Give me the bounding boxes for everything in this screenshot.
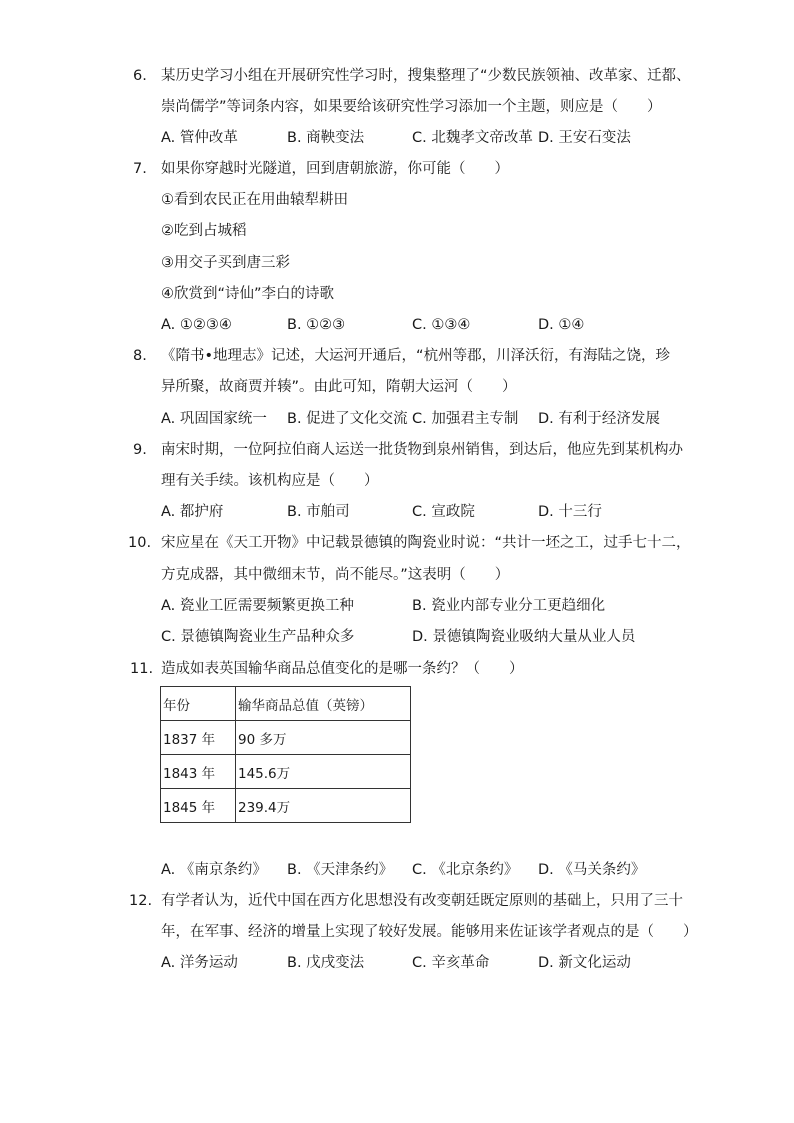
question-text-line: 某历史学习小组在开展研究性学习时，搜集整理了“少数民族领袖、改革家、迁都、 xyxy=(161,68,691,84)
option-c: C. 景德镇陶瓷业生产品种众多 xyxy=(161,629,355,645)
option-a: A. 洋务运动 xyxy=(161,955,238,971)
option-c: C. ①③④ xyxy=(412,317,471,333)
question-text-line: 有学者认为，近代中国在西方化思想没有改变朝廷既定原则的基础上，只用了三十 xyxy=(161,893,683,909)
option-a: A. 巩固国家统一 xyxy=(161,411,267,427)
option-a: A. 都护府 xyxy=(161,504,224,520)
question-text-line: 宋应星在《天工开物》中记载景德镇的陶瓷业时说：“共计一坯之工，过手七十二， xyxy=(161,535,691,551)
question-text-line: 如果你穿越时光隧道，回到唐朝旅游，你可能（ ） xyxy=(161,161,509,177)
option-d: D. 十三行 xyxy=(538,504,602,520)
option-d: D. ①④ xyxy=(538,317,585,333)
question-text-line: 方克成器，其中微细末节，尚不能尽。”这表明（ ） xyxy=(161,567,510,583)
statement-1: ①看到农民正在用曲辕犁耕田 xyxy=(161,192,348,208)
question-text-line: 《隋书•地理志》记述，大运河开通后，“杭州等郡，川泽沃衍，有海陆之饶，珍 xyxy=(161,348,671,364)
table-row xyxy=(161,755,411,789)
statement-2: ②吃到占城稻 xyxy=(161,223,247,239)
option-a: A. 管仲改革 xyxy=(161,130,238,146)
option-b: B. 促进了文化交流 xyxy=(287,411,408,427)
option-c: C. 宣政院 xyxy=(412,504,475,520)
option-b: B. 商鞅变法 xyxy=(287,130,365,146)
option-b: B. 戊戌变法 xyxy=(287,955,365,971)
option-d: D. 王安石变法 xyxy=(538,130,631,146)
question-number: 11. xyxy=(130,661,154,677)
table-row xyxy=(161,721,411,755)
table-header-cell: 年份 xyxy=(161,687,236,721)
question-text-line: 造成如表英国输华商品总值变化的是哪一条约？（ ） xyxy=(161,661,524,677)
question-text-line: 南宋时期，一位阿拉伯商人运送一批货物到泉州销售，到达后，他应先到某机构办 xyxy=(161,442,683,458)
question-number: 8. xyxy=(133,348,147,364)
question-number: 10. xyxy=(128,535,152,551)
option-d: D. 新文化运动 xyxy=(538,955,631,971)
question-number: 9. xyxy=(133,442,147,458)
option-b: B. 市舶司 xyxy=(287,504,350,520)
question-text-line: 异所聚，故商贾并辏”。由此可知，隋朝大运河（ ） xyxy=(161,379,517,395)
trade-value-table xyxy=(160,686,411,823)
question-number: 12. xyxy=(129,893,153,909)
question-number: 6. xyxy=(133,68,147,84)
table-cell: 90 多万 xyxy=(236,721,411,755)
table-header-cell: 输华商品总值（英镑） xyxy=(236,687,411,721)
option-a: A. ①②③④ xyxy=(161,317,232,333)
option-b: B. ①②③ xyxy=(287,317,346,333)
option-b: B. 《天津条约》 xyxy=(287,862,394,878)
statement-3: ③用交子买到唐三彩 xyxy=(161,255,290,271)
option-c: C. 《北京条约》 xyxy=(412,862,519,878)
table-cell: 239.4万 xyxy=(236,789,411,823)
statement-4: ④欣赏到“诗仙”李白的诗歌 xyxy=(161,286,335,302)
option-c: C. 北魏孝文帝改革 xyxy=(412,130,533,146)
option-d: D. 有利于经济发展 xyxy=(538,411,660,427)
option-a: A. 《南京条约》 xyxy=(161,862,267,878)
table-cell: 145.6万 xyxy=(236,755,411,789)
option-d: D. 景德镇陶瓷业吸纳大量从业人员 xyxy=(412,629,636,645)
table-row xyxy=(161,789,411,823)
question-text-line: 崇尚儒学”等词条内容，如果要给该研究性学习添加一个主题，则应是（ ） xyxy=(161,99,662,115)
option-a: A. 瓷业工匠需要频繁更换工种 xyxy=(161,598,354,614)
option-b: B. 瓷业内部专业分工更趋细化 xyxy=(412,598,606,614)
option-c: C. 辛亥革命 xyxy=(412,955,490,971)
option-d: D. 《马关条约》 xyxy=(538,862,646,878)
table-cell: 1843 年 xyxy=(161,755,236,789)
option-c: C. 加强君主专制 xyxy=(412,411,519,427)
question-text-line: 理有关手续。该机构应是（ ） xyxy=(161,473,379,489)
table-cell: 1845 年 xyxy=(161,789,236,823)
table-cell: 1837 年 xyxy=(161,721,236,755)
table-header-row xyxy=(161,687,411,721)
question-text-line: 年，在军事、经济的增量上实现了较好发展。能够用来佐证该学者观点的是（ ） xyxy=(161,924,698,940)
question-number: 7. xyxy=(133,161,147,177)
